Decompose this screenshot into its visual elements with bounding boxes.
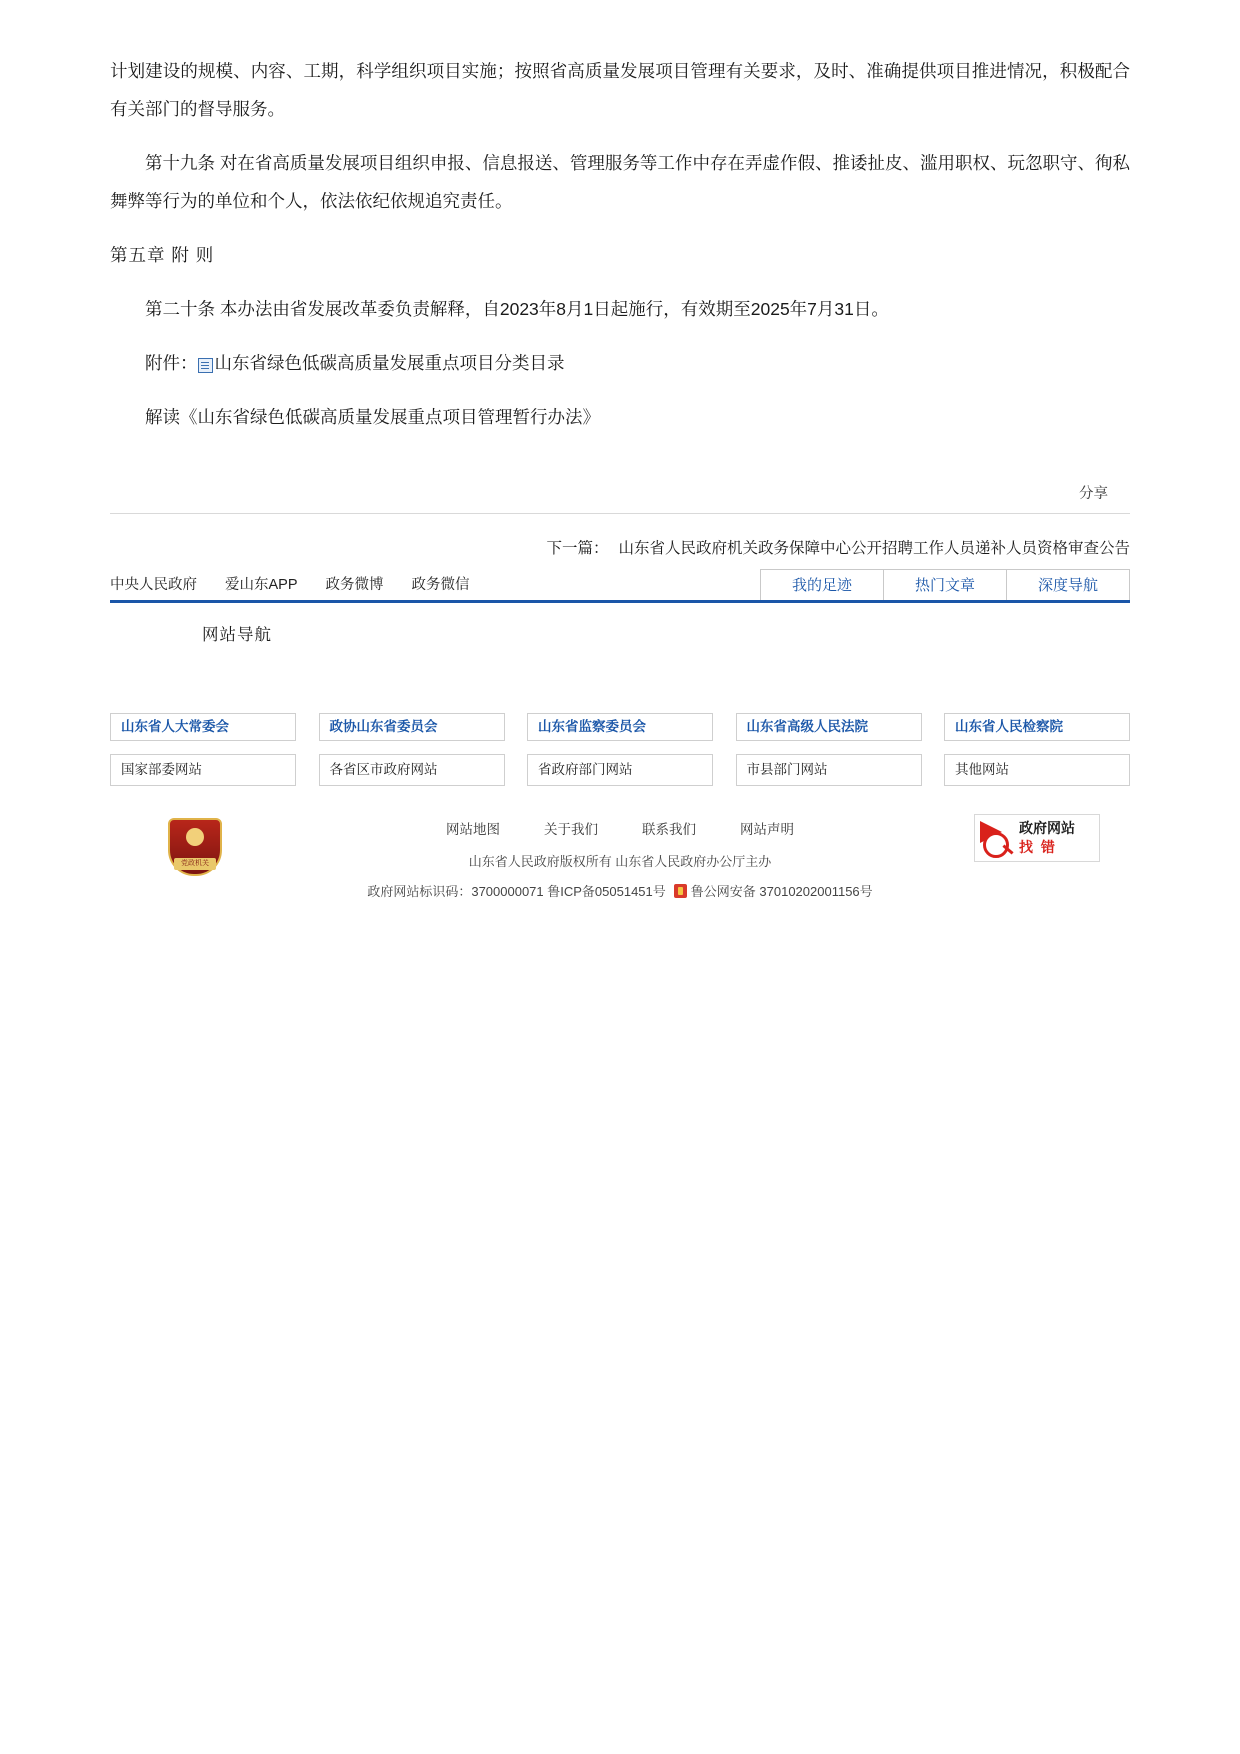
link-selects — [110, 713, 1130, 786]
link-select-row-2 — [110, 754, 1130, 786]
paragraph-article-20: 第二十条 本办法由省发展改革委负责解释，自2023年8月1日起施行，有效期至2025年7月31日。 — [145, 299, 889, 319]
interpretation-link-row — [110, 398, 1130, 436]
report-text — [1019, 819, 1075, 857]
footer-police-record[interactable]: 鲁公网安备 37010202001156号 — [690, 884, 873, 899]
select-city-county-departments[interactable]: 市县部门网站 — [736, 754, 922, 786]
bottom-navigation-bar — [110, 564, 1130, 603]
footer-link-about-us[interactable]: 关于我们 — [544, 822, 598, 837]
report-line-1: 政府网站 — [1019, 820, 1075, 837]
paragraph-article-19: 第十九条 对在省高质量发展项目组织申报、信息报送、管理服务等工作中存在弄虚作假、推诿扯皮、滥用职权、玩忽职守、徇私舞弊等行为的单位和个人，依法依纪依规追究责任。 — [110, 153, 1130, 211]
share-label[interactable]: 分享 — [1079, 486, 1108, 502]
footer-link-contact-us[interactable]: 联系我们 — [642, 822, 696, 837]
magnifier-icon — [977, 818, 1017, 858]
footer-link-sitemap[interactable]: 网站地图 — [446, 822, 500, 837]
link-government-weibo[interactable]: 政务微博 — [325, 577, 384, 593]
select-provincial-city-sites[interactable]: 各省区市政府网站 — [319, 754, 505, 786]
paragraph-continuation: 计划建设的规模、内容、工期，科学组织项目实施；按照省高质量发展项目管理有关要求，及时、准确提供项目推进情况，积极配合有关部门的督导服务。 — [110, 61, 1130, 119]
police-badge-icon — [674, 884, 687, 898]
next-article-link[interactable]: 山东省人民政府机关政务保障中心公开招聘工作人员递补人员资格审查公告 — [618, 540, 1130, 557]
report-line-2: 找 错 — [1019, 839, 1057, 855]
attachment-row — [110, 344, 1130, 382]
link-aishandong-app[interactable]: 爱山东APP — [225, 577, 298, 593]
page-footer — [110, 810, 1130, 920]
link-select-row-1 — [110, 713, 1130, 741]
select-shandong-cppcc[interactable]: 政协山东省委员会 — [319, 713, 505, 741]
shield-icon — [168, 818, 222, 876]
tab-deep-navigation[interactable]: 深度导航 — [1006, 569, 1130, 600]
attachment-label: 附件： — [145, 353, 198, 373]
footer-record-row — [110, 881, 1130, 900]
next-article-label: 下一篇： — [546, 540, 609, 557]
article-body — [0, 0, 1240, 436]
gov-website-report-button[interactable] — [974, 814, 1100, 862]
badge-text: 党政机关 — [174, 858, 216, 870]
attachment-link[interactable]: 山东省绿色低碳高质量发展重点项目分类目录 — [214, 353, 565, 373]
footer-link-statement[interactable]: 网站声明 — [740, 822, 794, 837]
next-article-row — [0, 514, 1240, 558]
select-national-ministries[interactable]: 国家部委网站 — [110, 754, 296, 786]
tab-my-footprint[interactable]: 我的足迹 — [760, 569, 884, 600]
interpretation-link[interactable]: 解读《山东省绿色低碳高质量发展重点项目管理暂行办法》 — [145, 407, 600, 427]
footer-icp-record: 政府网站标识码：3700000071 鲁ICP备05051451号 — [367, 884, 666, 899]
bottom-tabs — [761, 569, 1130, 600]
select-shandong-procuratorate[interactable]: 山东省人民检察院 — [944, 713, 1130, 741]
select-provincial-departments[interactable]: 省政府部门网站 — [527, 754, 713, 786]
select-shandong-supervisory[interactable]: 山东省监察委员会 — [527, 713, 713, 741]
footer-copyright: 山东省人民政府版权所有 山东省人民政府办公厅主办 — [468, 854, 772, 869]
chapter-heading: 第五章 附 则 — [110, 245, 215, 265]
select-shandong-npc[interactable]: 山东省人大常委会 — [110, 713, 296, 741]
bottom-left-links — [110, 573, 498, 594]
link-government-wechat[interactable]: 政务微信 — [411, 577, 470, 593]
attachment-file-icon — [198, 358, 213, 373]
site-navigation-title: 网站导航 — [202, 626, 272, 644]
tab-hot-articles[interactable]: 热门文章 — [883, 569, 1007, 600]
share-row — [0, 482, 1240, 503]
select-shandong-high-court[interactable]: 山东省高级人民法院 — [736, 713, 922, 741]
government-agency-badge-icon[interactable] — [168, 818, 222, 876]
link-central-government[interactable]: 中央人民政府 — [110, 577, 197, 593]
select-other-sites[interactable]: 其他网站 — [944, 754, 1130, 786]
